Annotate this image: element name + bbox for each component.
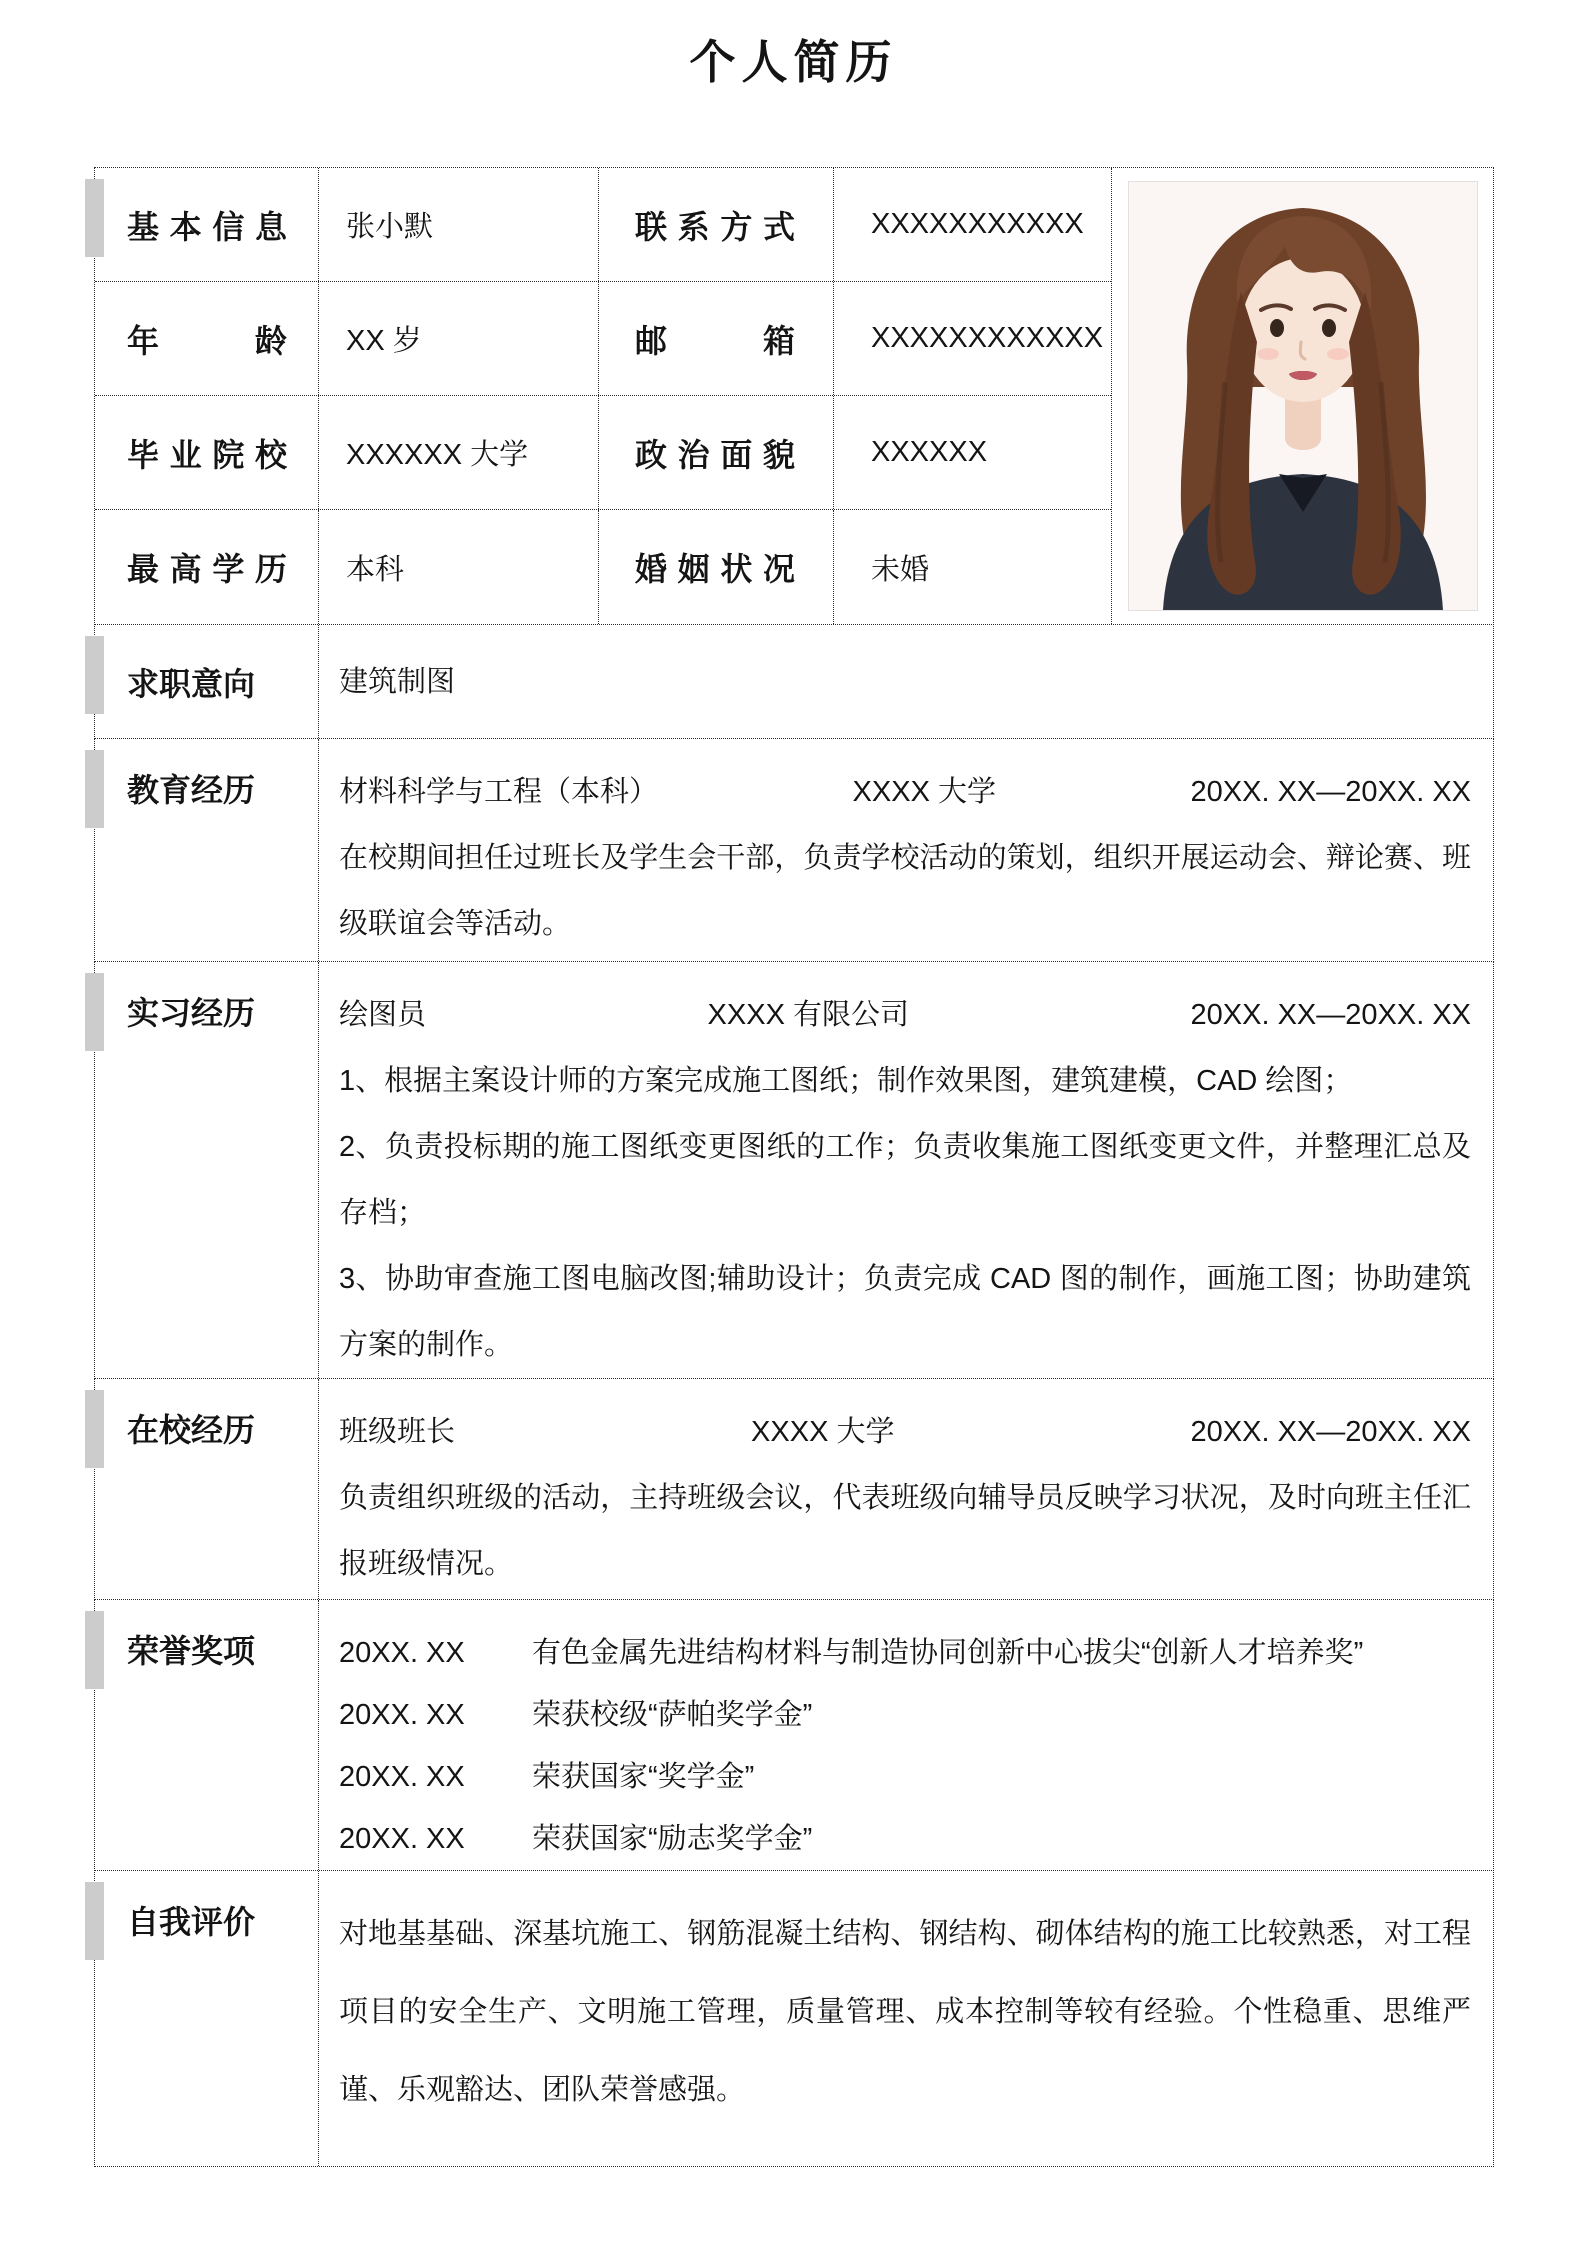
school-experience-school: XXXX 大学	[751, 1416, 895, 1448]
job-intention-value: 建筑制图	[339, 665, 456, 698]
school-experience-content	[319, 1379, 1493, 1599]
honor-row	[339, 1808, 1471, 1870]
honor-date: 20XX. XX	[339, 1699, 465, 1731]
section-label: 实习经历	[95, 962, 319, 1378]
education-meta-row	[339, 759, 1471, 825]
section-education	[94, 738, 1494, 962]
basic-label-contact: 联系方式	[599, 168, 834, 281]
education-degree: 材料科学与工程（本科）	[339, 776, 659, 808]
table-row	[95, 510, 1111, 624]
accent-bar	[85, 179, 104, 257]
basic-label-political-status: 政治面貌	[599, 396, 834, 509]
basic-label-age: 年龄	[95, 282, 319, 395]
basic-label-degree: 最高学历	[95, 510, 319, 624]
resume-table	[94, 167, 1494, 2167]
education-description: 在校期间担任过班长及学生会干部，负责学校活动的策划，组织开展运动会、辩论赛、班级联谊会等活动。	[339, 842, 1471, 940]
honor-award: 荣获国家“奖学金”	[532, 1761, 755, 1793]
honor-row	[339, 1684, 1471, 1746]
photo-cell	[1111, 168, 1493, 624]
internship-position: 绘图员	[339, 999, 427, 1031]
honor-award: 荣获校级“萨帕奖学金”	[532, 1699, 813, 1731]
section-school-experience	[94, 1378, 1494, 1600]
table-row	[95, 396, 1111, 510]
table-row	[95, 282, 1111, 396]
basic-label-school: 毕业院校	[95, 396, 319, 509]
honor-row	[339, 1622, 1471, 1684]
self-evaluation-content	[319, 1871, 1493, 2166]
school-experience-position: 班级班长	[339, 1416, 456, 1448]
accent-bar	[85, 750, 104, 828]
honor-date: 20XX. XX	[339, 1823, 465, 1855]
internship-item: 2、负责投标期的施工图纸变更图纸的工作；负责收集施工图纸变更文件，并整理汇总及存档；	[339, 1131, 1471, 1229]
basic-info-grid	[95, 168, 1111, 624]
page-title: 个人简历	[689, 36, 898, 88]
profile-photo-illustration	[1129, 182, 1477, 610]
honors-content	[319, 1600, 1493, 1870]
education-content	[319, 739, 1493, 961]
education-school: XXXX 大学	[852, 776, 996, 808]
section-basic-info	[94, 167, 1494, 625]
honor-date: 20XX. XX	[339, 1637, 465, 1669]
self-evaluation-text: 对地基基础、深基坑施工、钢筋混凝土结构、钢结构、砌体结构的施工比较熟悉，对工程项目的安全生产、文明施工管理，质量管理、成本控制等较有经验。个性稳重、思维严谨、乐观豁达、团队荣誉感强。	[339, 1918, 1471, 2106]
basic-label-name: 基本信息	[95, 168, 319, 281]
honor-award: 有色金属先进结构材料与制造协同创新中心拔尖“创新人才培养奖”	[532, 1637, 1364, 1669]
section-honors	[94, 1599, 1494, 1871]
section-label: 教育经历	[95, 739, 319, 961]
honor-row	[339, 1746, 1471, 1808]
school-experience-description: 负责组织班级的活动，主持班级会议，代表班级向辅导员反映学习状况，及时向班主任汇报班级情况。	[339, 1482, 1471, 1580]
basic-value-age: XX 岁	[319, 282, 599, 395]
section-self-evaluation	[94, 1870, 1494, 2167]
basic-value-contact: XXXXXXXXXXX	[871, 208, 1084, 240]
basic-label-marital-status: 婚姻状况	[599, 510, 834, 624]
accent-bar	[85, 1882, 104, 1960]
accent-bar	[85, 1611, 104, 1689]
section-label: 荣誉奖项	[95, 1600, 319, 1870]
internship-period: 20XX. XX—20XX. XX	[1190, 999, 1471, 1031]
section-label: 在校经历	[95, 1379, 319, 1599]
internship-meta-row	[339, 982, 1471, 1048]
basic-value-political-status: XXXXXX	[871, 436, 988, 468]
section-label: 自我评价	[95, 1871, 319, 2166]
basic-label-email: 邮箱	[599, 282, 834, 395]
internship-item: 1、根据主案设计师的方案完成施工图纸；制作效果图，建筑建模，CAD 绘图；	[339, 1065, 1353, 1097]
honor-award: 荣获国家“励志奖学金”	[532, 1823, 813, 1855]
school-experience-meta-row	[339, 1399, 1471, 1465]
basic-value-name: 张小默	[319, 168, 599, 281]
section-internship	[94, 961, 1494, 1379]
basic-value-degree: 本科	[319, 510, 599, 624]
section-label: 求职意向	[95, 625, 319, 738]
basic-value-marital-status: 未婚	[871, 553, 930, 586]
accent-bar	[85, 1390, 104, 1468]
profile-photo	[1128, 181, 1478, 611]
school-experience-period: 20XX. XX—20XX. XX	[1190, 1416, 1471, 1448]
table-row	[95, 168, 1111, 282]
section-job-intention	[94, 624, 1494, 739]
basic-value-school: XXXXXX 大学	[319, 396, 599, 509]
internship-content	[319, 962, 1493, 1378]
internship-item: 3、协助审查施工图电脑改图;辅助设计；负责完成 CAD 图的制作，画施工图；协助建筑方案的制作。	[339, 1263, 1471, 1361]
basic-value-email: XXXXXXXXXXXX	[871, 322, 1104, 354]
accent-bar	[85, 973, 104, 1051]
honor-date: 20XX. XX	[339, 1761, 465, 1793]
internship-company: XXXX 有限公司	[707, 999, 909, 1031]
education-period: 20XX. XX—20XX. XX	[1190, 776, 1471, 808]
accent-bar	[85, 636, 104, 714]
